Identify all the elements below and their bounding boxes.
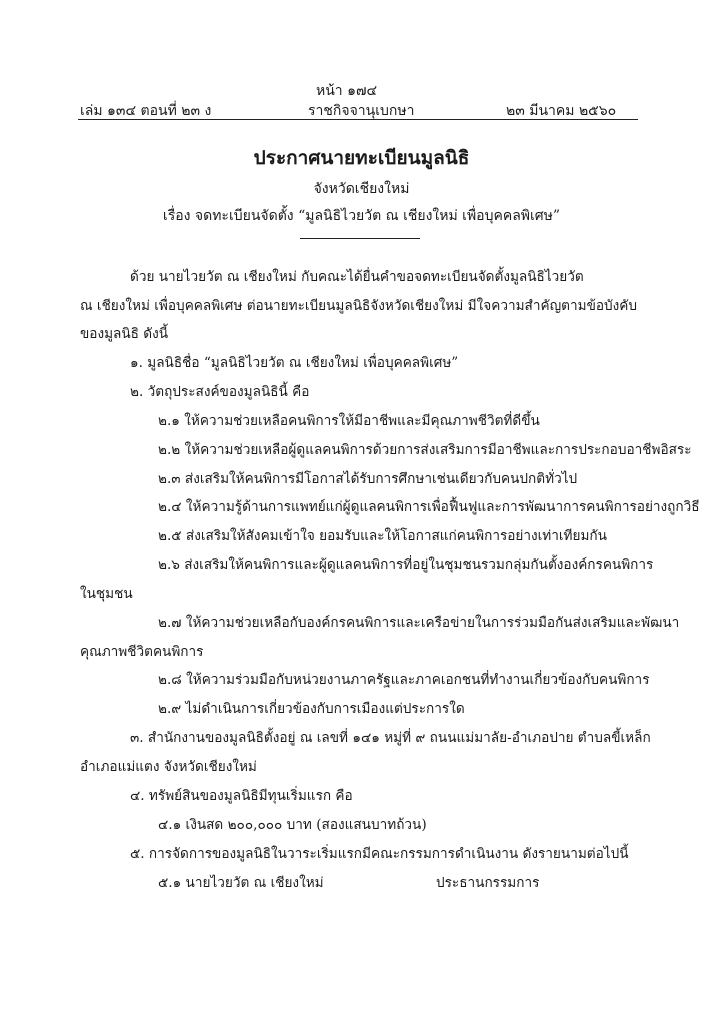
item-2-1: ๒.๑ ให้ความช่วยเหลือคนพิการให้มีอาชีพและมีคุณภาพชีวิตที่ดีขึ้น [158, 413, 540, 429]
item-5: ๕. การจัดการของมูลนิธิในวาระเริ่มแรกมีคณะกรรมการดำเนินงาน ดังรายนามต่อไปนี้ [130, 846, 629, 862]
item-4: ๔. ทรัพย์สินของมูลนิธิมีทุนเริ่มแรก คือ [130, 788, 353, 804]
page-number: หน้า ๑๗๔ [316, 83, 378, 99]
header-rule [78, 119, 638, 120]
volume-issue: เล่ม ๑๓๔ ตอนที่ ๒๓ ง [80, 103, 212, 119]
item-2-6-cont: ในชุมชน [80, 586, 133, 602]
item-1: ๑. มูลนิธิชื่อ “มูลนิธิไวยวัต ณ เชียงใหม่ เพื่อบุคคลพิเศษ” [130, 355, 459, 371]
item-3: ๓. สำนักงานของมูลนิธิตั้งอยู่ ณ เลขที่ ๑๔๑ หมู่ที่ ๙ ถนนแม่มาลัย-อำเภอปาย ตำบลขี้เหล็ก [130, 730, 651, 746]
gazette-name: ราชกิจจานุเบกษา [308, 103, 415, 119]
item-4-1: ๔.๑ เงินสด ๒๐๐,๐๐๐ บาท (สองแสนบาทถ้วน) [158, 817, 427, 833]
subject-line: เรื่อง จดทะเบียนจัดตั้ง “มูลนิธิไวยวัต ณ เชียงใหม่ เพื่อบุคคลพิเศษ” [162, 208, 561, 224]
intro-line-3: ของมูลนิธิ ดังนี้ [80, 326, 169, 342]
item-2-7: ๒.๗ ให้ความช่วยเหลือกับองค์กรคนพิการและเครือข่ายในการร่วมมือกันส่งเสริมและพัฒนา [158, 615, 680, 631]
intro-line-1: ด้วย นายไวยวัต ณ เชียงใหม่ กับคณะได้ยื่นคำขอจดทะเบียนจัดตั้งมูลนิธิไวยวัต [130, 269, 584, 285]
item-5-1: ๕.๑ นายไวยวัต ณ เชียงใหม่ [158, 875, 324, 891]
announcement-title: ประกาศนายทะเบียนมูลนิธิ [253, 147, 470, 169]
item-2-2: ๒.๒ ให้ความช่วยเหลือผู้ดูแลคนพิการด้วยการส่งเสริมการมีอาชีพและการประกอบอาชีพอิสระ [158, 442, 692, 458]
item-2-9: ๒.๙ ไม่ดำเนินการเกี่ยวข้องกับการเมืองแต่ประการใด [158, 701, 465, 717]
item-3-cont: อำเภอแม่แตง จังหวัดเชียงใหม่ [80, 759, 257, 775]
item-2-4: ๒.๔ ให้ความรู้ด้านการแพทย์แก่ผู้ดูแลคนพิการเพื่อฟื้นฟูและการพัฒนาการคนพิการอย่างถูกวิธี [158, 499, 700, 515]
publication-date: ๒๓ มีนาคม ๒๕๖๐ [506, 103, 617, 119]
item-2-8: ๒.๘ ให้ความร่วมมือกับหน่วยงานภาครัฐและภาคเอกชนที่ทำงานเกี่ยวข้องกับคนพิการ [158, 672, 650, 688]
title-divider [300, 238, 420, 239]
member-role: ประธานกรรมการ [436, 875, 540, 891]
item-2-3: ๒.๓ ส่งเสริมให้คนพิการมีโอกาสได้รับการศึกษาเช่นเดียวกับคนปกติทั่วไป [158, 471, 578, 487]
item-2-7-cont: คุณภาพชีวิตคนพิการ [80, 644, 204, 660]
province-line: จังหวัดเชียงใหม่ [313, 181, 410, 197]
item-2-6: ๒.๖ ส่งเสริมให้คนพิการและผู้ดูแลคนพิการที่อยู่ในชุมชนรวมกลุ่มกันตั้งองค์กรคนพิการ [158, 557, 654, 573]
intro-line-2: ณ เชียงใหม่ เพื่อบุคคลพิเศษ ต่อนายทะเบียนมูลนิธิจังหวัดเชียงใหม่ มีใจความสำคัญตามข้อบังคับ [80, 298, 638, 314]
item-2-5: ๒.๕ ส่งเสริมให้สังคมเข้าใจ ยอมรับและให้โอกาสแก่คนพิการอย่างเท่าเทียมกัน [158, 528, 607, 544]
item-2: ๒. วัตถุประสงค์ของมูลนิธินี้ คือ [130, 384, 310, 400]
